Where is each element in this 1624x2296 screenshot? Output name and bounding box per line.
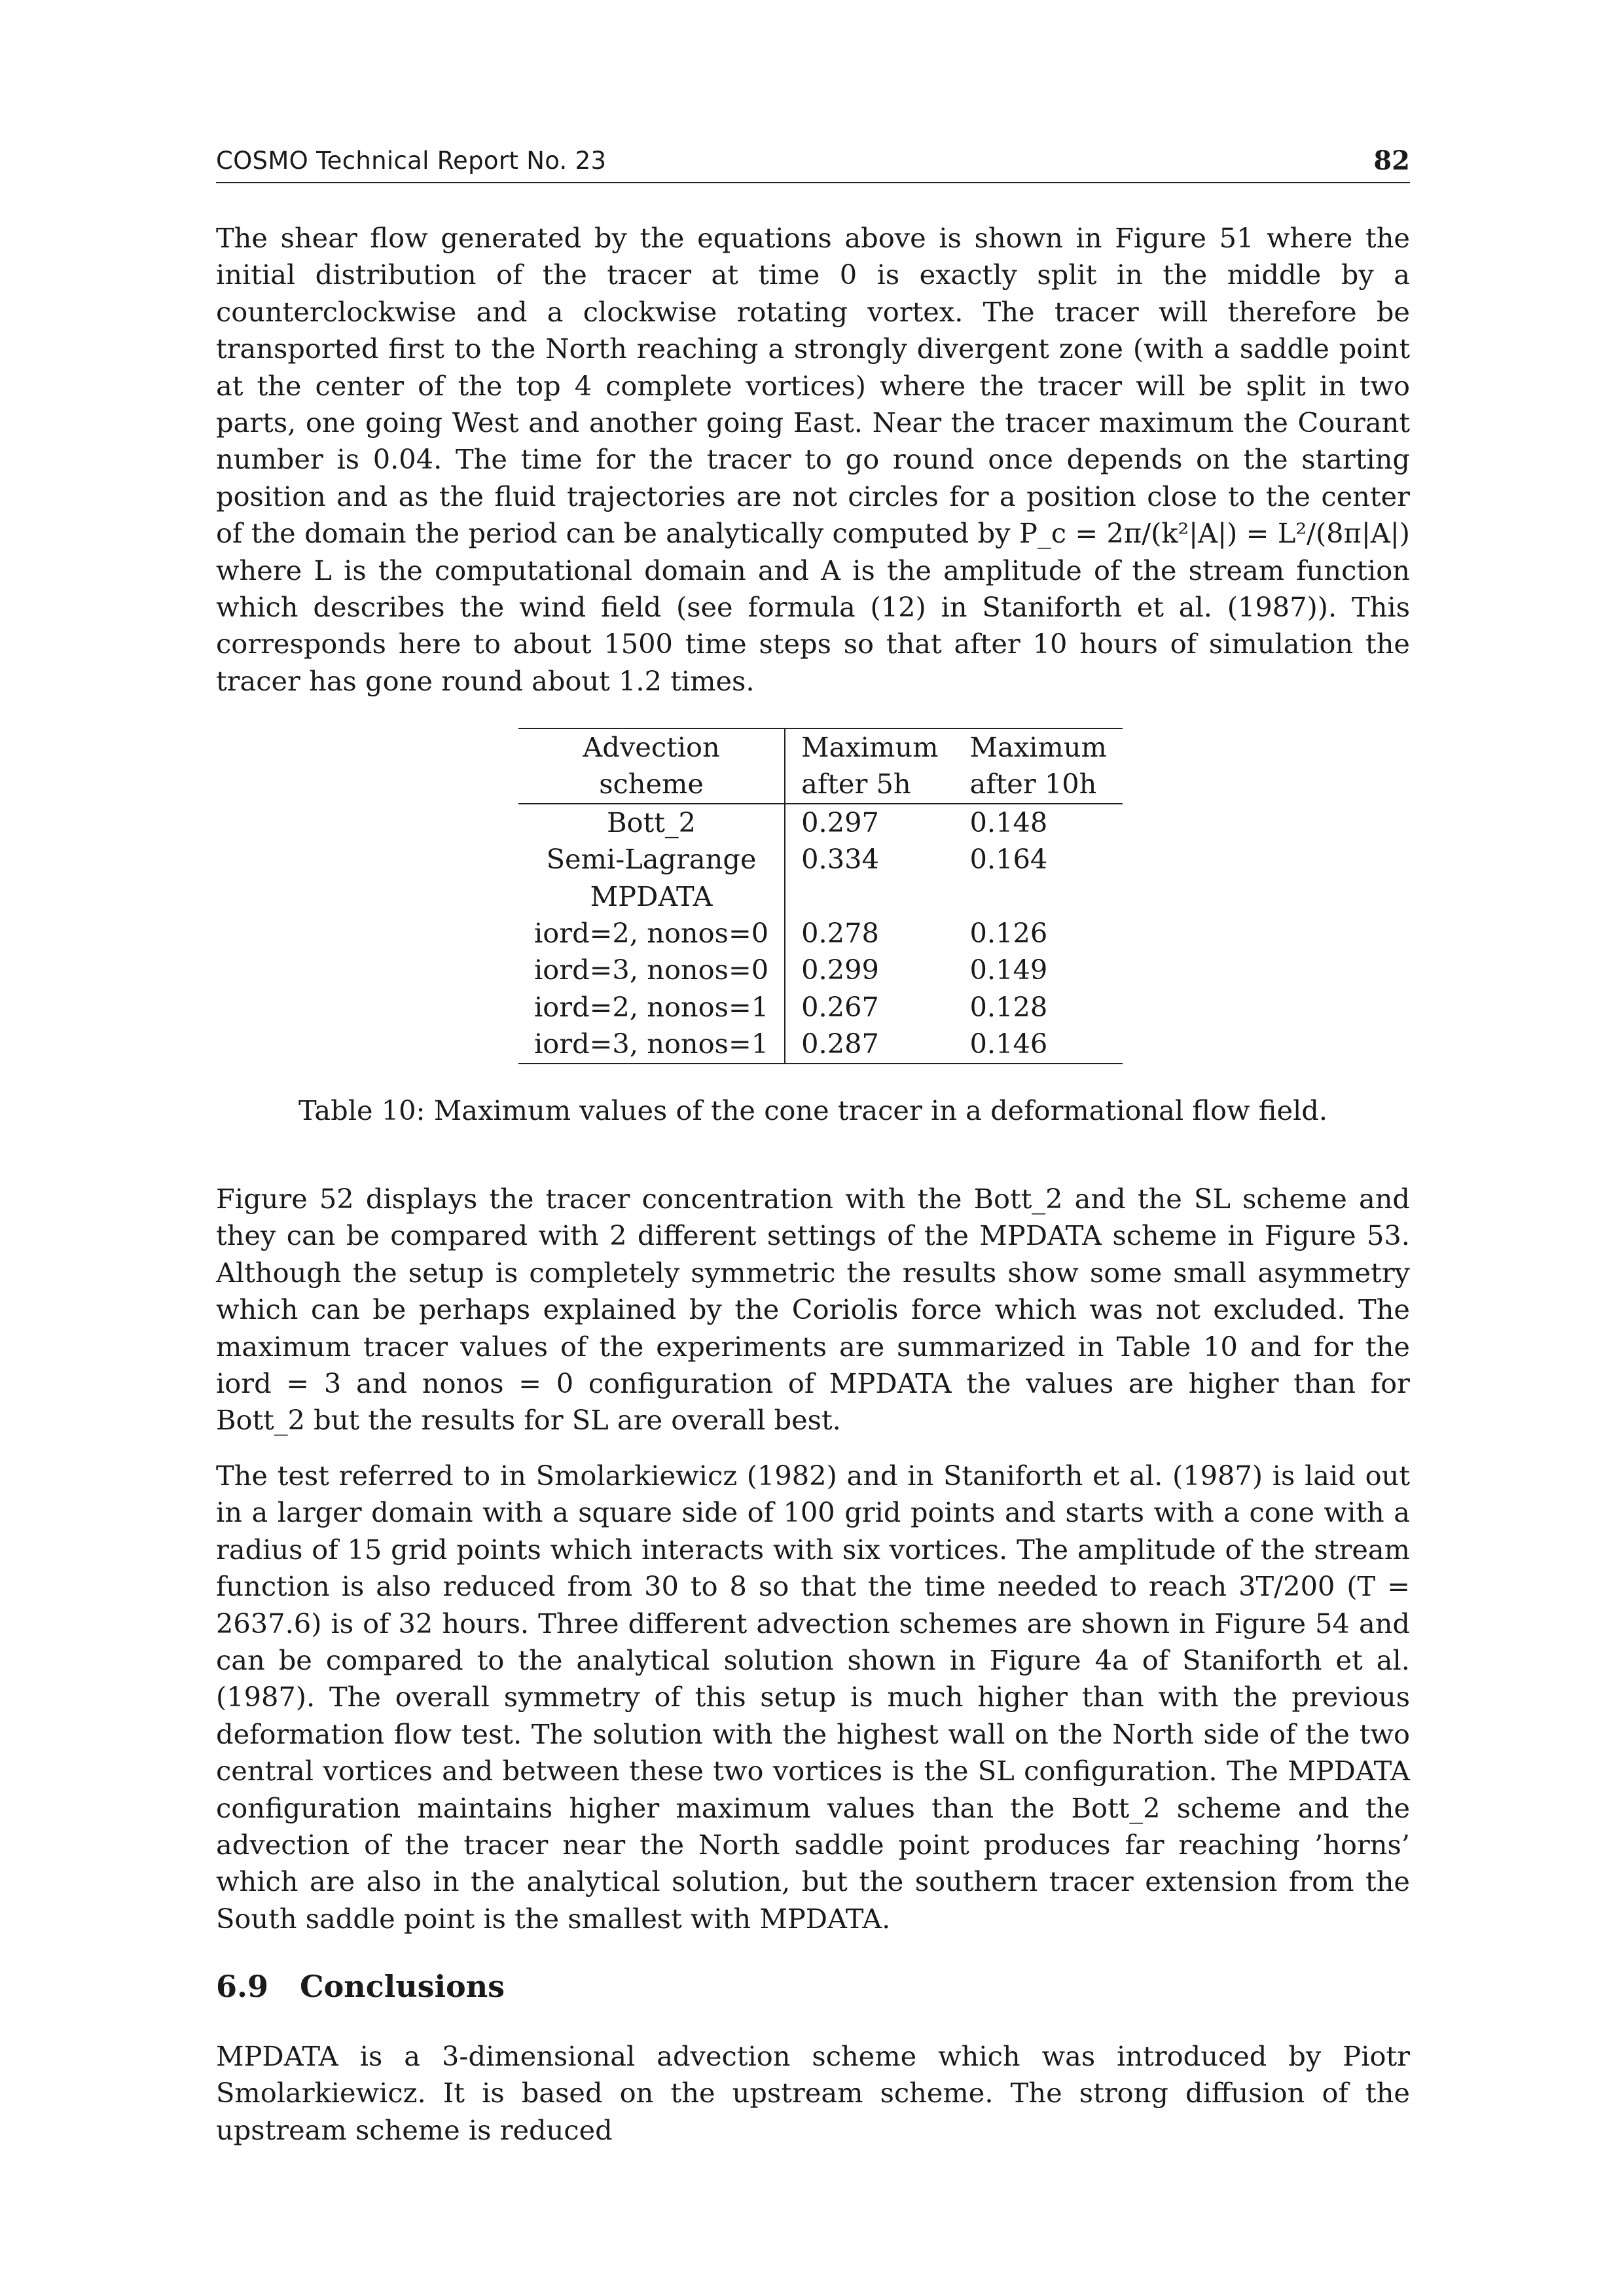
header-cell: Advection (518, 728, 785, 766)
header-cell: Maximum (969, 731, 1107, 763)
page-number: 82 (1373, 145, 1410, 176)
paragraph-text: The test referred to in Smolarkiewicz (1982) and in Staniforth et al. (1987) is laid out in a larger domain with a square side of 100 grid points and starts with a cone with a radius of 15 grid points which interacts with six vortices. The amplitude of the stream function is also reduced from 30 to 8 so that the time needed to reach 3T/200 (T = 2637.6) is of 32 hours. Three different advection schemes are shown in Figure 54 and can be compared to the analytical solution shown in Figure 4a of Staniforth et al. (1987). The overall symmetry of this setup is much higher than with the previous deformation flow test. The solution with the highest wall on the North side of the two central vortices and between these two vortices is the SL configuration. The MPDATA configuration maintains higher maximum values than the Bott_2 scheme and the advection of the tracer near the North saddle point produces far reaching ’horns’ which are also in the analytical solution, but the southern tracer extension from the South saddle point is the smallest with MPDATA. (216, 1460, 1410, 1935)
table-cell: 0.126 (969, 917, 1048, 950)
table-row (518, 989, 1123, 1026)
table-cell: iord=3, nonos=0 (518, 952, 785, 988)
table-cell: 0.164 (969, 843, 1048, 876)
table-header-row (518, 728, 1123, 766)
table-cell: 0.267 (801, 990, 879, 1023)
header-cell: scheme (518, 766, 785, 803)
table-row (518, 804, 1123, 841)
table-cell: 0.128 (969, 990, 1048, 1023)
table-cell: 0.287 (801, 1028, 879, 1060)
table-row (518, 915, 1123, 952)
table-caption: Table 10: Maximum values of the cone tracer in a deformational flow field. (298, 1094, 1328, 1126)
table-row (518, 1026, 1123, 1063)
header-cell: Maximum (801, 731, 939, 763)
results-table (518, 728, 1108, 1064)
section-number: 6.9 (216, 1969, 269, 2004)
table-cell: Semi-Lagrange (518, 841, 785, 878)
table-cell: Bott_2 (518, 804, 785, 841)
table-cell: 0.299 (801, 954, 879, 986)
table-cell: MPDATA (518, 878, 785, 915)
paragraph-text: The shear flow generated by the equations above is shown in Figure 51 where the initial distribution of the tracer at time 0 is exactly split in the middle by a counterclockwise and a clockwise rotating vortex. The tracer will therefore be transported first to the North reaching a strongly divergent zone (with a saddle point at the center of the top 4 complete vortices) where the tracer will be split in two parts, one going West and another going East. Near the tracer maximum the Courant number is 0.04. The time for the tracer to go round once depends on the starting position and as the fluid trajectories are not circles for a position close to the center of the domain the period can be analytically computed by P_c = 2π/(k²|A|) = L²/(8π|A|) where L is the computational domain and A is the amplitude of the stream function which describes the wind field (see formula (12) in Staniforth et al. (1987)). This corresponds here to about 1500 time steps so that after 10 hours of simulation the tracer has gone round about 1.2 times. (216, 222, 1410, 697)
table-row (518, 878, 1123, 915)
table-cell: iord=2, nonos=1 (518, 989, 785, 1026)
section-title: Conclusions (300, 1969, 505, 2004)
table-cell: 0.149 (969, 954, 1048, 986)
section-heading (216, 1969, 505, 2004)
paragraph-shear-flow (216, 220, 1410, 700)
page-header (216, 143, 1410, 183)
paragraph-figure-52 (216, 1181, 1410, 1439)
table-row (518, 841, 1123, 878)
report-title: COSMO Technical Report No. 23 (216, 147, 607, 175)
table-cell: iord=2, nonos=0 (518, 915, 785, 952)
header-cell: after 10h (954, 766, 1122, 803)
header-cell: after 5h (785, 766, 954, 803)
table-cell: 0.334 (801, 843, 879, 876)
table-header-row (518, 766, 1123, 803)
paragraph-text: Figure 52 displays the tracer concentration with the Bott_2 and the SL scheme and they can be compared with 2 different settings of the MPDATA scheme in Figure 53. Although the setup is completely symmetric the results show some small asymmetry which can be perhaps explained by the Coriolis force which was not excluded. The maximum tracer values of the experiments are summarized in Table 10 and for the iord = 3 and nonos = 0 configuration of MPDATA the values are higher than for Bott_2 but the results for SL are overall best. (216, 1183, 1410, 1437)
table-row (518, 952, 1123, 988)
table-cell: 0.146 (969, 1028, 1048, 1060)
paragraph-conclusions (216, 2038, 1410, 2149)
max-values-table (518, 728, 1123, 1064)
paragraph-text: MPDATA is a 3-dimensional advection scheme which was introduced by Piotr Smolarkiewicz. It is based on the upstream scheme. The strong diffusion of the upstream scheme is reduced (216, 2040, 1410, 2146)
table-cell: 0.148 (969, 806, 1048, 838)
table-cell (785, 878, 954, 915)
table-cell: 0.297 (801, 806, 879, 838)
table-cell: iord=3, nonos=1 (518, 1026, 785, 1063)
table-cell: 0.278 (801, 917, 879, 950)
table-cell (954, 878, 1122, 915)
paragraph-smolarkiewicz-test (216, 1458, 1410, 1937)
